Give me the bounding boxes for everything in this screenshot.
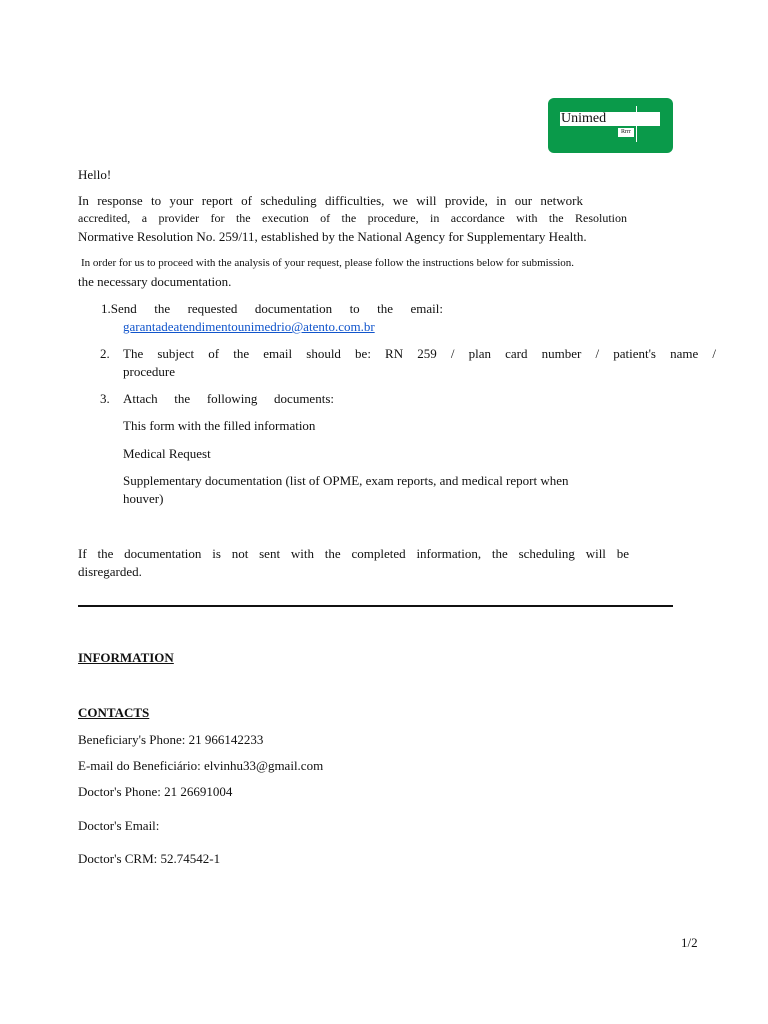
- logo-divider: [636, 106, 637, 142]
- intro-line-2: accredited, a provider for the execution of the procedure, in accordance with the Resolution: [78, 211, 627, 225]
- doctor-phone: Doctor's Phone: 21 26691004: [78, 784, 233, 799]
- contacts-heading: CONTACTS: [78, 705, 150, 720]
- logo-name: Unimed: [560, 112, 660, 126]
- greeting: Hello!: [78, 167, 112, 182]
- doctor-crm: Doctor's CRM: 52.74542-1: [78, 851, 221, 866]
- step-1-label: 1.Send the requested documentation to the email:: [101, 301, 443, 316]
- warning-line-2: disregarded.: [78, 564, 142, 579]
- section-divider: [78, 605, 673, 607]
- doctor-email: Doctor's Email:: [78, 818, 160, 833]
- document-item-supplementary-line-2: houver): [123, 491, 164, 506]
- instructions-line-1: In order for us to proceed with the analysis of your request, please follow the instructions below for submission.: [81, 257, 575, 269]
- step-3-label: Attach the following documents:: [123, 391, 334, 406]
- logo-tag: Rrrr: [618, 128, 634, 137]
- instructions-line-2: the necessary documentation.: [78, 274, 232, 289]
- beneficiary-phone: Beneficiary's Phone: 21 966142233: [78, 732, 264, 747]
- warning-line-1: If the documentation is not sent with the completed information, the scheduling will be: [78, 546, 629, 561]
- step-2-line-2: procedure: [123, 364, 175, 379]
- beneficiary-email: E-mail do Beneficiário: elvinhu33@gmail.com: [78, 758, 324, 773]
- unimed-logo: [548, 98, 673, 153]
- step-2-line-1: The subject of the email should be: RN 259 / plan card number / patient's name /: [123, 346, 716, 361]
- document-item-supplementary-line-1: Supplementary documentation (list of OPME, exam reports, and medical report when: [123, 473, 569, 488]
- information-heading: INFORMATION: [78, 650, 174, 665]
- intro-line-1: In response to your report of scheduling difficulties, we will provide, in our network: [78, 193, 583, 208]
- document-item-medical-request: Medical Request: [123, 446, 211, 461]
- document-item-form: This form with the filled information: [123, 418, 316, 433]
- step-3-number: 3.: [100, 391, 110, 406]
- intro-line-3: Normative Resolution No. 259/11, established by the National Agency for Supplementary Health.: [78, 229, 587, 244]
- documentation-email-link[interactable]: garantadeatendimentounimedrio@atento.com.br: [123, 319, 375, 334]
- page-number: 1/2: [681, 935, 698, 950]
- step-2-number: 2.: [100, 346, 110, 361]
